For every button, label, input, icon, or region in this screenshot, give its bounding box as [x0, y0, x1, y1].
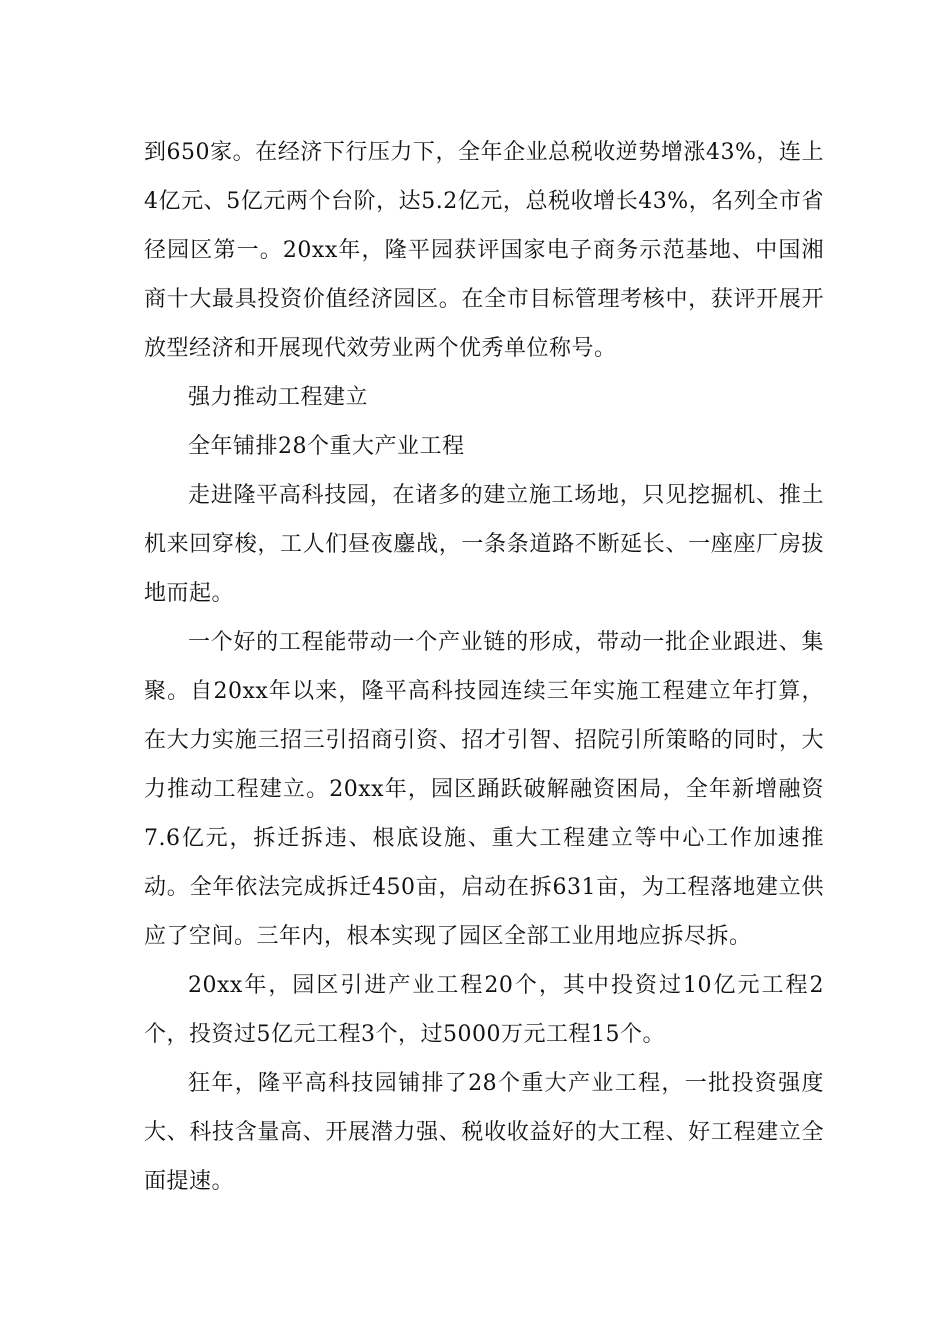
- paragraph: 到650家。在经济下行压力下，全年企业总税收逆势增涨43%，连上4亿元、5亿元两个台阶，达5.2亿元，总税收增长43%，名列全市省径园区第一。20xx年，隆平园获评国家电子商务示范基地、中国湘商十大最具投资价值经济园区。在全市目标管理考核中，获评开展开放型经济和开展现代效劳业两个优秀单位称号。: [144, 140, 824, 361]
- paragraph: 走进隆平高科技园，在诸多的建立施工场地，只见挖掘机、推土机来回穿梭，工人们昼夜鏖战，一条条道路不断延长、一座座厂房拔地而起。: [144, 483, 824, 606]
- section-heading: 强力推动工程建立: [188, 385, 369, 410]
- paragraph: 一个好的工程能带动一个产业链的形成，带动一批企业跟进、集聚。自20xx年以来，隆平高科技园连续三年实施工程建立年打算，在大力实施三招三引招商引资、招才引智、招院引所策略的同时，大力推动工程建立。20xx年，园区踊跃破解融资困局，全年新增融资7.6亿元，拆迁拆违、根底设施、重大工程建立等中心工作加速推动。全年依法完成拆迁450亩，启动在拆631亩，为工程落地建立供应了空间。三年内，根本实现了园区全部工业用地应拆尽拆。: [144, 630, 824, 949]
- paragraph: 狂年，隆平高科技园铺排了28个重大产业工程，一批投资强度大、科技含量高、开展潜力强、税收收益好的大工程、好工程建立全面提速。: [144, 1071, 824, 1194]
- sub-heading: 全年铺排28个重大产业工程: [188, 434, 465, 459]
- document-body: [144, 128, 824, 1206]
- paragraph: 20xx年，园区引进产业工程20个，其中投资过10亿元工程2个，投资过5亿元工程3个，过5000万元工程15个。: [144, 973, 824, 1047]
